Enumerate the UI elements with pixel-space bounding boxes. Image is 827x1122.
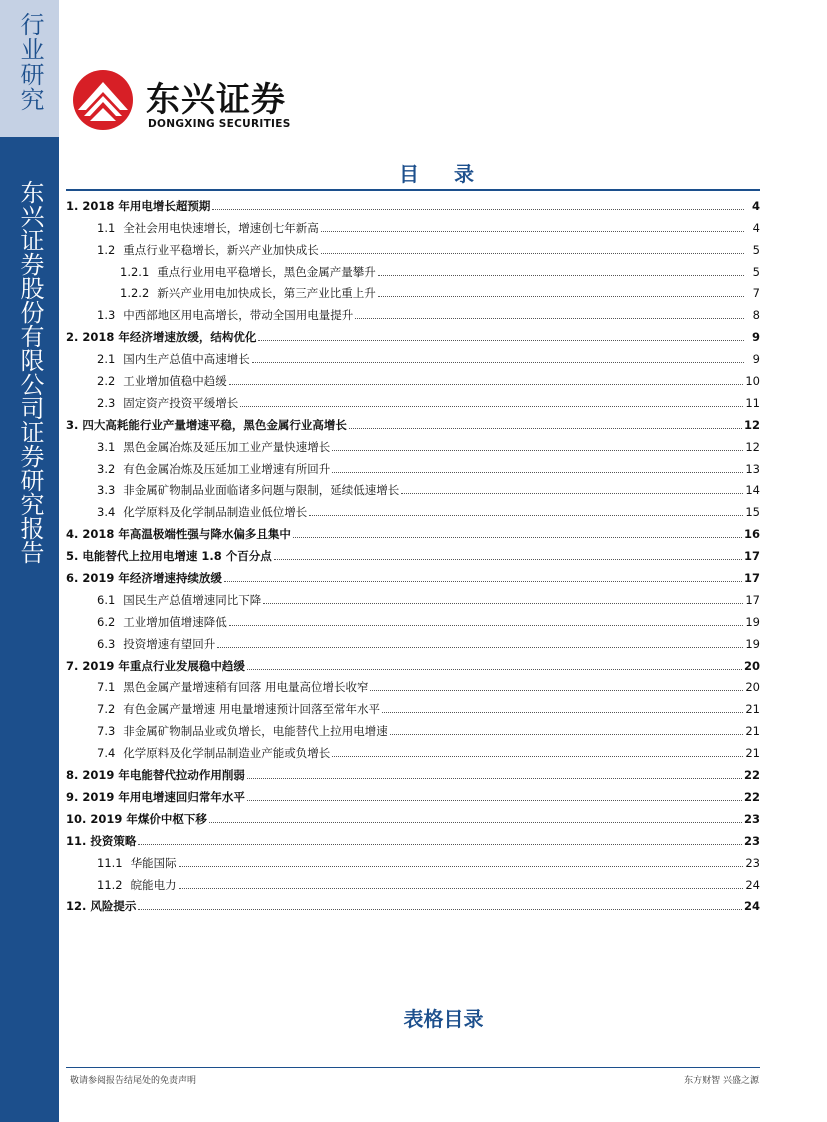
toc-entry-title: 国民生产总值增速同比下降	[123, 592, 262, 607]
toc-entry-number: 9.	[66, 789, 79, 804]
toc-entry[interactable]	[66, 850, 760, 872]
toc-entry[interactable]	[66, 281, 760, 303]
toc-dot-leader	[309, 515, 743, 516]
toc-entry-number: 1.2.2	[120, 286, 150, 301]
dongxing-emblem-icon	[70, 68, 140, 132]
toc-entry-title: 2019 年经济增速持续放缓	[82, 571, 222, 586]
sidebar-category-panel	[0, 0, 59, 137]
toc-entry-title: 重点行业用电平稳增长，黑色金属产量攀升	[157, 264, 376, 279]
toc-entry-number: 11.2	[97, 877, 123, 892]
toc-entry-number: 7.3	[97, 724, 116, 739]
toc-entry[interactable]	[66, 302, 760, 324]
toc-entry-page: 21	[745, 724, 760, 739]
toc-entry-title: 2019 年用电增速回归常年水平	[82, 789, 245, 804]
toc-dot-leader	[370, 690, 743, 691]
toc-entry-page: 17	[743, 571, 760, 586]
toc-entry-page: 7	[752, 286, 760, 301]
toc-entry[interactable]	[66, 762, 760, 784]
toc-entry-number: 11.	[66, 833, 87, 848]
toc-entry[interactable]	[66, 456, 760, 478]
toc-entry-page: 4	[751, 198, 760, 213]
sidebar-category-label: 行业研究	[16, 12, 44, 112]
toc-dot-leader	[382, 712, 743, 713]
toc-entry-number: 2.1	[97, 352, 116, 367]
toc-entry-title: 电能替代上拉用电增速 1.8 个百分点	[82, 549, 272, 564]
footer-slogan: 东方财智 兴盛之源	[684, 1076, 759, 1086]
toc-entry-title: 化学原料及化学制品制造业产能或负增长	[123, 746, 331, 761]
toc-entry-page: 17	[745, 592, 760, 607]
toc-entry-number: 5.	[66, 549, 79, 564]
toc-entry-page: 9	[752, 352, 760, 367]
toc-entry[interactable]	[66, 478, 760, 500]
toc-entry-title: 非金属矿物制品业面临诸多问题与限制，延续低速增长	[123, 483, 400, 498]
toc-entry-page: 5	[752, 242, 760, 257]
toc-entry[interactable]	[66, 521, 760, 543]
toc-entry-title: 黑色金属产量增速稍有回落 用电量高位增长收窄	[123, 680, 369, 695]
toc-dot-leader	[138, 844, 742, 845]
footer-divider	[66, 1067, 760, 1068]
toc-entry-title: 2018 年高温极端性强与降水偏多且集中	[82, 527, 291, 542]
toc-entry-number: 4.	[66, 527, 79, 542]
toc-entry[interactable]	[66, 324, 760, 346]
toc-entry[interactable]	[66, 434, 760, 456]
toc-dot-leader	[229, 625, 744, 626]
toc-dot-leader	[229, 384, 744, 385]
toc-entry-title: 非金属矿物制品业或负增长，电能替代上拉用电增速	[123, 724, 388, 739]
toc-entry-page: 16	[743, 527, 760, 542]
toc-entry-page: 24	[743, 899, 760, 914]
toc-entry-title: 工业增加值增速降低	[123, 614, 227, 629]
toc-entry-number: 2.3	[97, 395, 116, 410]
toc-entry-title: 投资增速有望回升	[123, 636, 216, 651]
toc-entry[interactable]	[66, 696, 760, 718]
toc-entry-page: 20	[745, 680, 760, 695]
toc-entry-title: 投资策略	[90, 833, 137, 848]
toc-title: 目 录	[399, 162, 488, 186]
toc-entry-title: 2018 年用电增长超预期	[82, 198, 211, 213]
toc-dot-leader	[378, 296, 744, 297]
toc-entry-number: 1.2.1	[120, 264, 150, 279]
toc-entry[interactable]	[66, 806, 760, 828]
toc-dot-leader	[247, 778, 742, 779]
toc-entry-page: 13	[745, 461, 760, 476]
toc-entry-number: 11.1	[97, 855, 123, 870]
toc-dot-leader	[247, 669, 742, 670]
toc-entry-page: 21	[745, 702, 760, 717]
toc-entry-title: 风险提示	[90, 899, 137, 914]
toc-dot-leader	[138, 909, 742, 910]
toc-dot-leader	[258, 340, 744, 341]
toc-entry[interactable]	[66, 565, 760, 587]
toc-entry-page: 8	[752, 308, 760, 323]
toc-entry-page: 15	[745, 505, 760, 520]
toc-dot-leader	[263, 603, 743, 604]
toc-entry-title: 华能国际	[130, 855, 177, 870]
toc-entry[interactable]	[66, 215, 760, 237]
toc-entry-number: 3.2	[97, 461, 116, 476]
toc-dot-leader	[224, 581, 742, 582]
toc-dot-leader	[240, 406, 743, 407]
toc-dot-leader	[209, 822, 742, 823]
toc-entry[interactable]	[66, 609, 760, 631]
logo-name-en: DONGXING SECURITIES	[148, 118, 291, 130]
toc-entry-number: 1.1	[97, 220, 116, 235]
toc-entry-number: 12.	[66, 899, 87, 914]
toc-entry-number: 10.	[66, 811, 87, 826]
toc-entry[interactable]	[66, 894, 760, 916]
toc-entry-number: 7.	[66, 658, 79, 673]
toc-entry-title: 2019 年煤价中枢下移	[90, 811, 207, 826]
toc-entry-title: 国内生产总值中高速增长	[123, 352, 250, 367]
toc-dot-leader	[179, 866, 744, 867]
toc-entry-number: 3.3	[97, 483, 116, 498]
toc-entry-page: 22	[743, 789, 760, 804]
toc-entry-title: 全社会用电快速增长，增速创七年新高	[123, 220, 319, 235]
toc-entry-page: 20	[743, 658, 760, 673]
toc-entry-page: 22	[743, 768, 760, 783]
toc-entry-page: 23	[745, 855, 760, 870]
toc-entry[interactable]	[66, 828, 760, 850]
toc-dot-leader	[390, 734, 744, 735]
toc-entry-title: 固定资产投资平缓增长	[123, 395, 239, 410]
toc-entry[interactable]	[66, 368, 760, 390]
footer-disclaimer: 敬请参阅报告结尾处的免责声明	[70, 1076, 197, 1086]
toc-dot-leader	[332, 450, 743, 451]
toc-entry[interactable]	[66, 718, 760, 740]
toc-entry-number: 6.2	[97, 614, 116, 629]
toc-dot-leader	[247, 800, 742, 801]
toc-entry[interactable]	[66, 259, 760, 281]
toc-entry-title: 有色金属冶炼及压延加工业增速有所回升	[123, 461, 331, 476]
toc-entry-number: 2.2	[97, 374, 116, 389]
toc-entry-title: 有色金属产量增速 用电量增速预计回落至常年水平	[123, 702, 380, 717]
toc-entry[interactable]	[66, 193, 760, 215]
toc-dot-leader	[252, 362, 744, 363]
toc-entry-page: 11	[745, 395, 760, 410]
toc-entry-number: 7.2	[97, 702, 116, 717]
toc-entry-number: 3.4	[97, 505, 116, 520]
toc-entry-page: 24	[745, 877, 760, 892]
toc-entry-page: 12	[745, 439, 760, 454]
toc-entry-title: 新兴产业用电加快成长，第三产业比重上升	[157, 286, 376, 301]
toc-dot-leader	[212, 209, 744, 210]
company-logo	[70, 68, 310, 134]
toc-entry-number: 6.1	[97, 592, 116, 607]
toc-entry-title: 2019 年电能替代拉动作用削弱	[82, 768, 245, 783]
toc-entry-title: 四大高耗能行业产量增速平稳，黑色金属行业高增长	[82, 417, 347, 432]
toc-entry[interactable]	[66, 675, 760, 697]
toc-entry-page: 10	[745, 374, 760, 389]
toc-dot-leader	[355, 318, 744, 319]
toc-entry[interactable]	[66, 587, 760, 609]
toc-entry-title: 皖能电力	[130, 877, 177, 892]
toc-dot-leader	[332, 756, 743, 757]
toc-entry-title: 重点行业平稳增长，新兴产业加快成长	[123, 242, 319, 257]
toc-divider	[66, 189, 760, 191]
toc-entry-page: 19	[745, 636, 760, 651]
toc-dot-leader	[401, 493, 743, 494]
toc-dot-leader	[217, 647, 743, 648]
toc-entry-title: 中西部地区用电高增长，带动全国用电量提升	[123, 308, 354, 323]
toc-entry-number: 1.2	[97, 242, 116, 257]
toc-dot-leader	[378, 275, 744, 276]
toc-entry-page: 4	[752, 220, 760, 235]
toc-entry-number: 2.	[66, 330, 79, 345]
toc-entry-title: 2019 年重点行业发展稳中趋缓	[82, 658, 245, 673]
toc-entry-number: 7.4	[97, 746, 116, 761]
toc-entry[interactable]	[66, 346, 760, 368]
toc-dot-leader	[332, 472, 743, 473]
toc-entry-number: 6.	[66, 571, 79, 586]
table-list-title: 表格目录	[403, 1007, 484, 1031]
toc-entry-page: 14	[745, 483, 760, 498]
toc-entry-page: 5	[752, 264, 760, 279]
toc-dot-leader	[293, 537, 742, 538]
toc-entry-number: 1.3	[97, 308, 116, 323]
toc-entry-page: 19	[745, 614, 760, 629]
table-of-contents	[66, 193, 760, 915]
toc-entry-page: 23	[743, 833, 760, 848]
toc-entry[interactable]	[66, 740, 760, 762]
toc-dot-leader	[274, 559, 742, 560]
logo-name-cn: 东兴证券	[146, 80, 286, 120]
toc-entry[interactable]	[66, 872, 760, 894]
toc-entry-page: 23	[743, 811, 760, 826]
toc-entry-page: 9	[751, 330, 760, 345]
toc-entry[interactable]	[66, 631, 760, 653]
toc-entry-number: 6.3	[97, 636, 116, 651]
toc-entry-title: 黑色金属冶炼及延压加工业产量快速增长	[123, 439, 331, 454]
toc-entry-number: 7.1	[97, 680, 116, 695]
toc-entry[interactable]	[66, 653, 760, 675]
toc-entry-title: 工业增加值稳中趋缓	[123, 374, 227, 389]
toc-entry[interactable]	[66, 412, 760, 434]
toc-entry[interactable]	[66, 237, 760, 259]
toc-entry-title: 化学原料及化学制品制造业低位增长	[123, 505, 308, 520]
toc-entry-number: 3.1	[97, 439, 116, 454]
toc-entry-title: 2018 年经济增速放缓，结构优化	[82, 330, 257, 345]
toc-entry-page: 17	[743, 549, 760, 564]
toc-dot-leader	[179, 888, 744, 889]
toc-entry-number: 1.	[66, 198, 79, 213]
toc-entry-page: 21	[745, 746, 760, 761]
toc-entry[interactable]	[66, 543, 760, 565]
toc-entry-page: 12	[743, 417, 760, 432]
toc-entry-number: 3.	[66, 417, 79, 432]
toc-entry[interactable]	[66, 784, 760, 806]
toc-dot-leader	[321, 253, 744, 254]
toc-dot-leader	[321, 231, 744, 232]
sidebar-company-label: 东兴证券股份有限公司证券研究报告	[16, 180, 44, 564]
toc-entry[interactable]	[66, 390, 760, 412]
toc-dot-leader	[349, 428, 742, 429]
toc-entry-number: 8.	[66, 768, 79, 783]
toc-entry[interactable]	[66, 499, 760, 521]
